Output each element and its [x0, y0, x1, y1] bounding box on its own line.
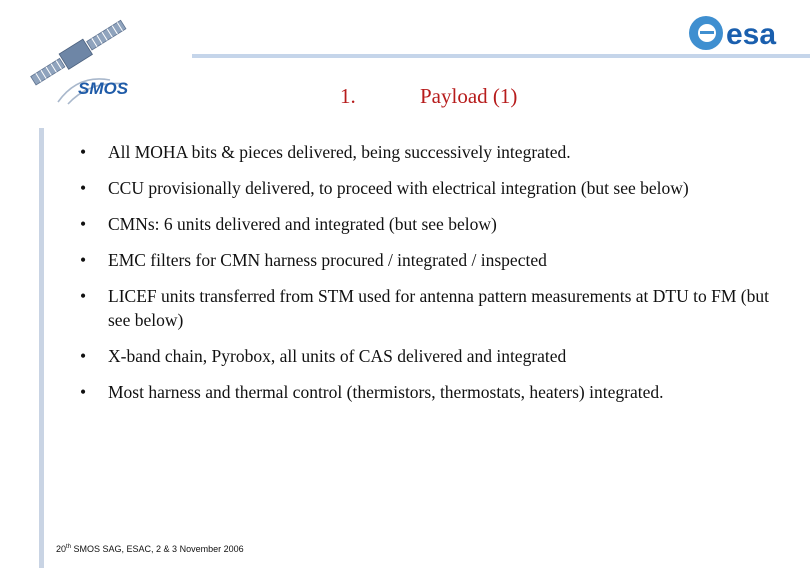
footer-ordinal: th	[66, 544, 72, 550]
smos-satellite-icon	[18, 14, 168, 106]
bullet-dot-icon: •	[80, 178, 87, 198]
bullet-item	[80, 212, 780, 236]
bullet-text: EMC filters for CMN harness procured / integrated / inspected	[108, 250, 547, 270]
bullet-text: Most harness and thermal control (thermistors, thermostats, heaters) integrated.	[108, 382, 664, 402]
bullet-item	[80, 140, 780, 164]
bullet-text: CMNs: 6 units delivered and integrated (but see below)	[108, 214, 497, 234]
bullet-text: CCU provisionally delivered, to proceed with electrical integration (but see below)	[108, 178, 689, 198]
bullet-dot-icon: •	[80, 214, 87, 234]
bullet-list	[80, 140, 780, 404]
bullet-dot-icon: •	[80, 250, 87, 270]
bullet-item	[80, 344, 780, 368]
bullet-dot-icon: •	[80, 286, 87, 306]
bullet-item	[80, 284, 780, 332]
left-accent-bar	[39, 128, 44, 568]
bullet-text: X-band chain, Pyrobox, all units of CAS delivered and integrated	[108, 346, 567, 366]
bullet-item	[80, 248, 780, 272]
smos-logo	[18, 14, 168, 106]
smos-logo-text: SMOS	[78, 79, 129, 98]
slide-title-number: 1.	[340, 84, 356, 108]
bullet-text: All MOHA bits & pieces delivered, being successively integrated.	[108, 142, 571, 162]
bullet-dot-icon: •	[80, 142, 87, 162]
slide-title: Payload (1)	[420, 84, 518, 108]
bullet-item	[80, 176, 780, 200]
bullet-dot-icon: •	[80, 382, 87, 402]
slide-footer	[56, 544, 244, 554]
bullet-text: LICEF units transferred from STM used for antenna pattern measurements at DTU to FM (but see below)	[108, 286, 769, 330]
esa-logo-text: esa	[726, 18, 777, 51]
bullet-dot-icon: •	[80, 346, 87, 366]
footer-number: 20	[56, 544, 67, 554]
footer-text: SMOS SAG, ESAC, 2 & 3 November 2006	[71, 544, 244, 554]
esa-logo	[686, 14, 800, 52]
esa-icon	[686, 14, 800, 52]
bullet-item	[80, 380, 780, 404]
header-divider	[192, 54, 810, 58]
